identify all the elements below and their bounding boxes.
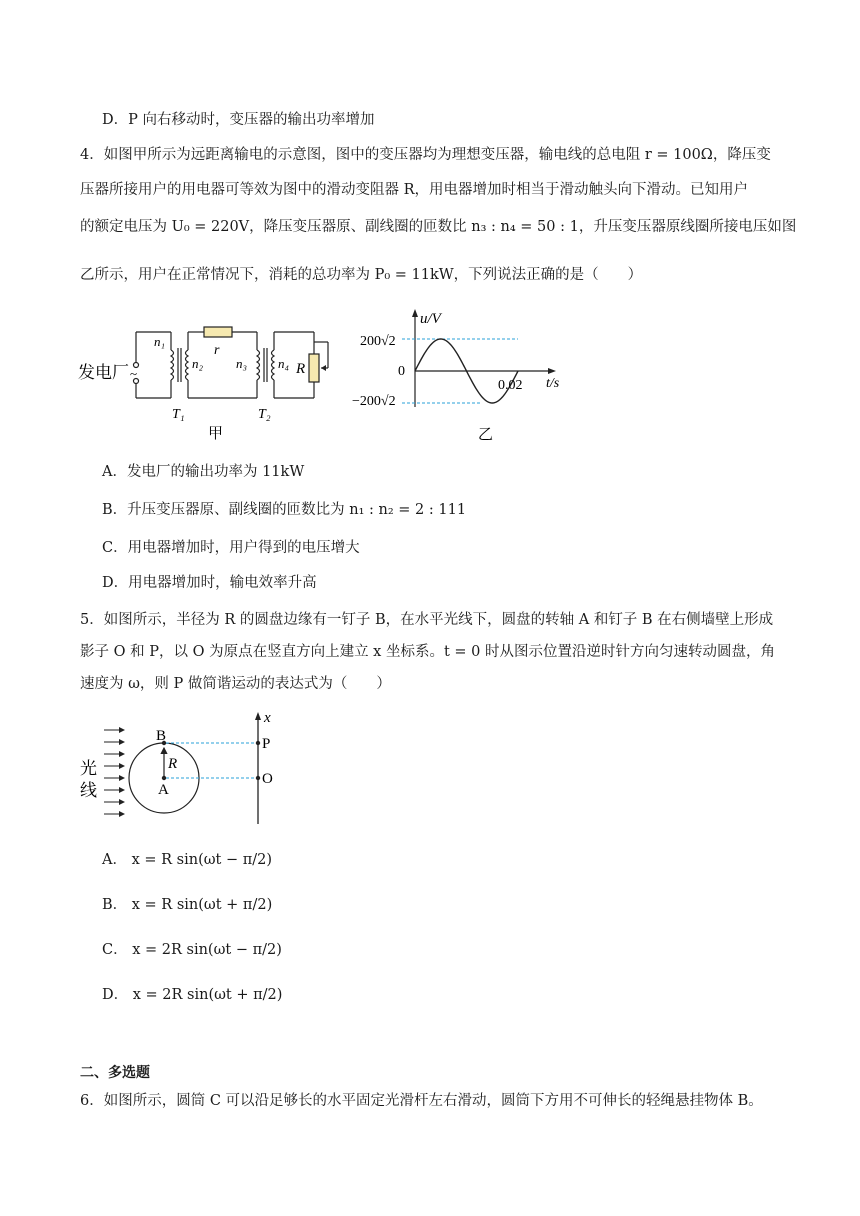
label-T2: T₂ bbox=[258, 407, 271, 422]
q4-line-2: 压器所接用户的用电器可等效为图中的滑动变阻器 R，用电器增加时相当于滑动触头向下滑动。已知用户 bbox=[80, 182, 749, 198]
label-O: O bbox=[262, 771, 273, 787]
q5-option-c: C． x = 2R sin(ωt − π/2) bbox=[102, 942, 282, 958]
figure-yi-chart bbox=[340, 305, 570, 445]
q4-option-c: C．用电器增加时，用户得到的电压增大 bbox=[102, 540, 360, 556]
section-title: 二、多选题 bbox=[80, 1065, 150, 1081]
q3-option-d: D．P 向右移动时，变压器的输出功率增加 bbox=[102, 112, 375, 128]
light-rays bbox=[104, 730, 124, 814]
shadow-point-P bbox=[256, 741, 260, 745]
label-B: B bbox=[156, 728, 167, 744]
light-label-1: 光 bbox=[80, 759, 97, 778]
q4-line-4: 乙所示，用户在正常情况下，消耗的总功率为 P₀ = 11kW，下列说法正确的是（ ） bbox=[80, 267, 643, 283]
label-r: r bbox=[214, 343, 220, 358]
q4-option-a: A．发电厂的输出功率为 11kW bbox=[102, 464, 305, 480]
label-n4: n₄ bbox=[278, 356, 290, 371]
label-R-radius: R bbox=[168, 756, 178, 772]
label-n1: n₁ bbox=[154, 334, 166, 349]
shadow-point-O bbox=[256, 776, 260, 780]
label-n3: n₃ bbox=[236, 356, 248, 371]
label-A: A bbox=[158, 782, 169, 798]
q4-line-3: 的额定电压为 U₀ = 220V，降压变压器原、副线圈的匝数比 n₃ : n₄ = 50 : 1，升压变压器原线圈所接电压如图 bbox=[80, 219, 797, 235]
q5-option-a: A． x = R sin(ωt − π/2) bbox=[102, 852, 273, 868]
q4-option-d: D．用电器增加时，输电效率升高 bbox=[102, 575, 317, 591]
t-label: 0.02 bbox=[498, 378, 523, 393]
q4-option-b: B．升压变压器原、副线圈的匝数比为 n₁ : n₂ = 2 : 111 bbox=[102, 502, 467, 518]
label-R: R bbox=[296, 361, 306, 377]
q5-line-3: 速度为 ω，则 P 做简谐运动的表达式为（ ） bbox=[80, 676, 391, 692]
q5-option-d: D． x = 2R sin(ωt + π/2) bbox=[102, 987, 283, 1003]
zero-label: 0 bbox=[398, 364, 405, 379]
q5-line-1: 5．如图所示，半径为 R 的圆盘边缘有一钉子 B，在水平光线下，圆盘的转轴 A 和钉子 B 在右侧墙壁上形成 bbox=[80, 612, 774, 628]
label-P: P bbox=[262, 736, 271, 752]
plant-label: 发电厂 bbox=[78, 363, 129, 382]
label-T1: T₁ bbox=[172, 407, 185, 422]
figure-disk-light bbox=[76, 708, 286, 826]
caption-jia: 甲 bbox=[208, 426, 224, 442]
label-x: x bbox=[264, 710, 271, 726]
ac-symbol: ~ bbox=[130, 366, 138, 381]
axis-point-A bbox=[162, 776, 166, 780]
q5-line-2: 影子 O 和 P，以 O 为原点在竖直方向上建立 x 坐标系。t = 0 时从图示位置沿逆时针方向匀速转动圆盘，角 bbox=[80, 644, 775, 660]
x-axis-label: t/s bbox=[546, 376, 560, 391]
q5-option-b: B． x = R sin(ωt + π/2) bbox=[102, 897, 273, 913]
light-label-2: 线 bbox=[80, 781, 97, 800]
figure-jia-circuit bbox=[76, 318, 336, 442]
q4-line-1: 4．如图甲所示为远距离输电的示意图，图中的变压器均为理想变压器，输电线的总电阻 r = 100Ω，降压变 bbox=[80, 147, 771, 163]
ymax-label: 200√2 bbox=[360, 334, 396, 349]
caption-yi: 乙 bbox=[478, 427, 494, 443]
y-axis-label: u/V bbox=[420, 311, 441, 327]
ymin-label: −200√2 bbox=[352, 394, 396, 409]
label-n2: n₂ bbox=[192, 356, 204, 371]
q6-line-1: 6．如图所示，圆筒 C 可以沿足够长的水平固定光滑杆左右滑动，圆筒下方用不可伸长的轻绳悬挂物体 B。 bbox=[80, 1093, 763, 1109]
